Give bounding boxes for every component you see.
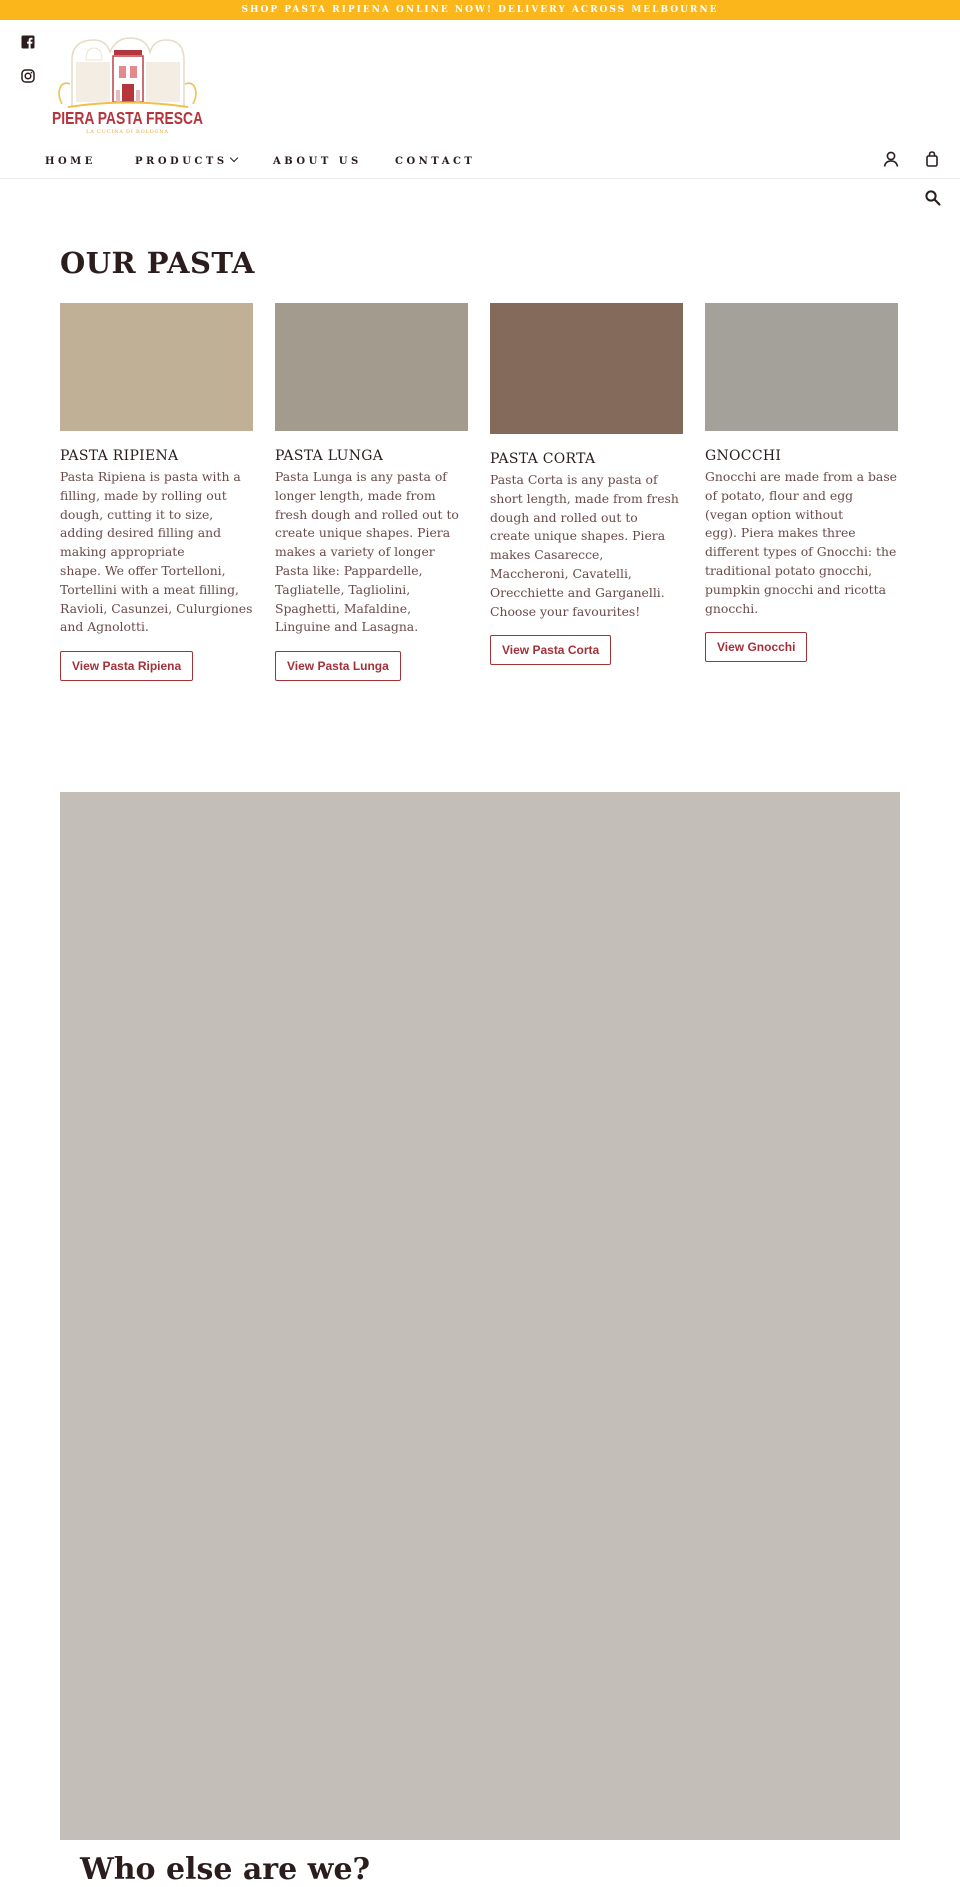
pasta-card-description (490, 471, 683, 621)
description-line: short length, made from fresh (490, 490, 679, 506)
description-line: Tagliatelle, Tagliolini, (275, 581, 411, 597)
description-line: pumpkin gnocchi and ricotta (705, 581, 886, 597)
description-line: dough and rolled out to (490, 509, 638, 525)
pasta-card-title[interactable]: GNOCCHI (705, 448, 782, 464)
announcement-bar[interactable]: SHOP PASTA RIPIENA ONLINE NOW! DELIVERY ACROSS MELBOURNE (0, 0, 960, 20)
description-line: Spaghetti, Mafaldine, (275, 600, 412, 616)
description-line: fresh dough and rolled out to (275, 506, 459, 522)
instagram-icon[interactable] (20, 68, 36, 84)
nav-about-us[interactable]: ABOUT US (273, 156, 362, 167)
logo-tagline: LA CUCINA DI BOLOGNA (86, 129, 169, 135)
description-line: adding desired filling and (60, 525, 222, 541)
description-line: Linguine and Lasagna. (275, 619, 419, 635)
logo-wordmark: PIERA PASTA FRESCA (52, 108, 204, 128)
description-line: and Agnolotti. (60, 619, 149, 635)
description-line: longer length, made from (275, 487, 436, 503)
pasta-card-title[interactable]: PASTA LUNGA (275, 448, 384, 464)
description-line: dough, cutting it to size, (60, 506, 214, 522)
description-line: (vegan option without (705, 506, 844, 522)
description-line: making appropriate (60, 544, 185, 560)
header-divider (0, 178, 960, 179)
description-line: Pasta Corta is any pasta of (490, 472, 658, 487)
nav-products[interactable] (135, 154, 237, 170)
feature-image (60, 792, 900, 1840)
pasta-card-title[interactable]: PASTA RIPIENA (60, 448, 179, 464)
description-line: Pasta Lunga is any pasta of (275, 469, 447, 484)
nav-contact[interactable]: CONTACT (395, 156, 476, 167)
description-line: Gnocchi are made from a base (705, 469, 898, 484)
facebook-icon[interactable] (20, 34, 36, 50)
description-line: Pasta like: Pappardelle, (275, 562, 423, 578)
search-icon[interactable] (924, 189, 942, 207)
description-line: gnocchi. (705, 600, 759, 616)
pasta-card-title[interactable]: PASTA CORTA (490, 451, 596, 467)
description-line: Pasta Ripiena is pasta with a (60, 469, 241, 484)
pasta-card-lunga (275, 303, 468, 681)
logo-emblem (59, 38, 196, 107)
description-line: Tortellini with a meat filling, (60, 581, 239, 597)
view-ripiena-button[interactable]: View Pasta Ripiena (60, 651, 193, 681)
description-line: shape. We offer Tortelloni, (60, 562, 226, 578)
pasta-card-description (705, 468, 898, 618)
pasta-card-corta (490, 303, 683, 665)
cart-icon[interactable] (923, 150, 941, 168)
description-line: create unique shapes. Piera (490, 528, 666, 544)
pasta-card-image[interactable] (490, 303, 683, 434)
description-line: filling, made by rolling out (60, 487, 227, 503)
description-line: Maccheroni, Cavatelli, (490, 565, 632, 581)
pasta-card-image[interactable] (275, 303, 468, 431)
nav-home[interactable]: HOME (45, 156, 96, 167)
description-line: Ravioli, Casunzei, Culurgiones (60, 600, 253, 616)
description-line: traditional potato gnocchi, (705, 562, 873, 578)
site-logo[interactable] (50, 32, 205, 136)
who-else-heading: Who else are we? (80, 1852, 371, 1887)
account-icon[interactable] (882, 150, 900, 168)
pasta-card-image[interactable] (60, 303, 253, 431)
pasta-card-description (60, 468, 253, 637)
description-line: different types of Gnocchi: the (705, 544, 897, 560)
nav-products-label: PRODUCTS (135, 156, 228, 167)
pasta-card-gnocchi (705, 303, 898, 662)
description-line: Orecchiette and Garganelli. (490, 584, 665, 600)
description-line: makes a variety of longer (275, 544, 435, 560)
description-line: create unique shapes. Piera (275, 525, 451, 541)
view-corta-button[interactable]: View Pasta Corta (490, 635, 611, 665)
description-line: of potato, flour and egg (705, 487, 854, 503)
our-pasta-title: OUR PASTA (60, 246, 255, 280)
description-line: Choose your favourites! (490, 603, 641, 619)
pasta-card-description (275, 468, 468, 637)
description-line: makes Casarecce, (490, 547, 604, 563)
description-line: egg). Piera makes three (705, 525, 856, 541)
view-gnocchi-button[interactable]: View Gnocchi (705, 632, 807, 662)
view-lunga-button[interactable]: View Pasta Lunga (275, 651, 401, 681)
pasta-card-image[interactable] (705, 303, 898, 431)
main-nav (0, 154, 960, 170)
chevron-down-icon (229, 154, 237, 162)
pasta-card-ripiena (60, 303, 253, 681)
